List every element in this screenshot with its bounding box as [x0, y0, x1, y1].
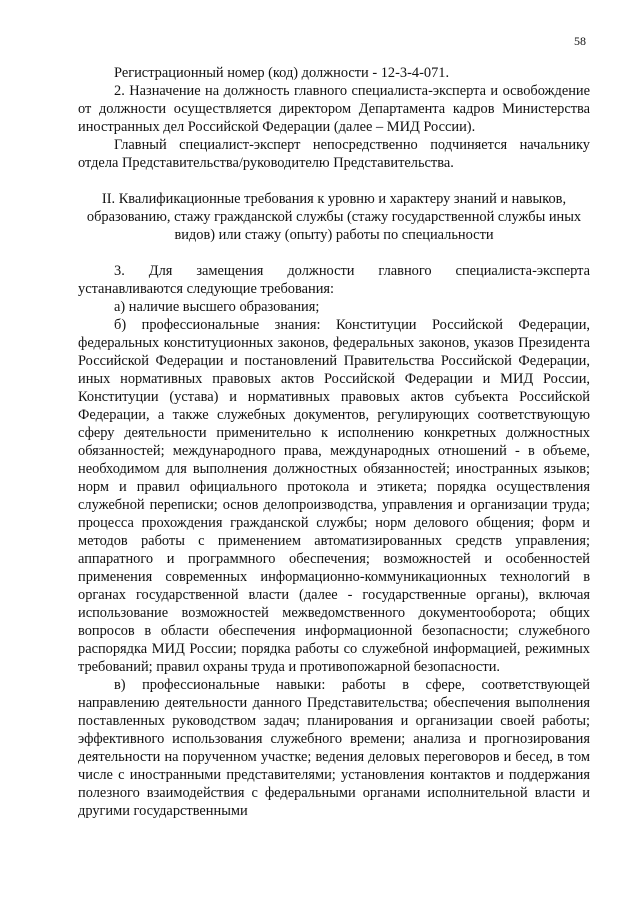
registration-number-paragraph: Регистрационный номер (код) должности - 12-3-4-071. [114, 65, 450, 81]
subordination-paragraph: Главный специалист-эксперт непосредственно подчиняется начальнику отдела Представительства/руководителю Представительства. [78, 137, 590, 171]
document-body [78, 64, 590, 820]
education-requirement-paragraph: а) наличие высшего образования; [114, 299, 320, 315]
page-number: 58 [574, 34, 586, 48]
professional-knowledge-paragraph: б) профессиональные знания: Конституции Российской Федерации, федеральных конституционных законов, федеральных законов, указов Президента Российской Федерации и постановлений Правительства Российской Федерации, иных нормативных правовых актов Российской Федерации и МИД России, Конституции (устава) и нормативных правовых актов субъекта Российской Федерации, а также служебных документов, регулирующих соответствующую сферу деятельности применительно к исполнению конкретных должностных обязанностей; международного права, международных отношений - в объеме, необходимом для выполнения должностных обязанностей; иностранных языков; норм и правил официального протокола и этикета; порядка осуществления служебной переписки; основ делопроизводства, управления и организации труда; процесса прохождения гражданской службы; норм делового общения; форм и методов работы с применением автоматизированных средств управления; аппаратного и программного обеспечения; возможностей и особенностей применения современных информационно-коммуникационных технологий в органах государственной власти (далее - государственные органы), включая использование возможностей межведомственного документооборота; общих вопросов в области обеспечения информационной безопасности; служебного распорядка МИД России; порядка работы со служебной информацией, режимных требований; правил охраны труда и противопожарной безопасности. [78, 317, 590, 675]
requirements-intro-paragraph: 3. Для замещения должности главного специалиста-эксперта устанавливаются следующие требования: [78, 263, 590, 297]
section-heading: II. Квалификационные требования к уровню и характеру знаний и навыков, образованию, стажу гражданской службы (стажу государственной службы иных видов) или стажу (опыту) работы по специальности [86, 191, 582, 243]
appointment-paragraph: 2. Назначение на должность главного специалиста-эксперта и освобождение от должности осуществляется директором Департамента кадров Министерства иностранных дел Российской Федерации (далее – МИД России). [78, 83, 590, 135]
professional-skills-paragraph: в) профессиональные навыки: работы в сфере, соответствующей направлению деятельности данного Представительства; обеспечения выполнения поставленных руководством задач; планирования и организации своей работы; эффективного использования служебного времени; анализа и прогнозирования деятельности на порученном участке; ведения деловых переговоров и бесед, в том числе с иностранными представителями; установления контактов и поддержания полезного взаимодействия с федеральными органами исполнительной власти и другими государственными [78, 677, 590, 819]
